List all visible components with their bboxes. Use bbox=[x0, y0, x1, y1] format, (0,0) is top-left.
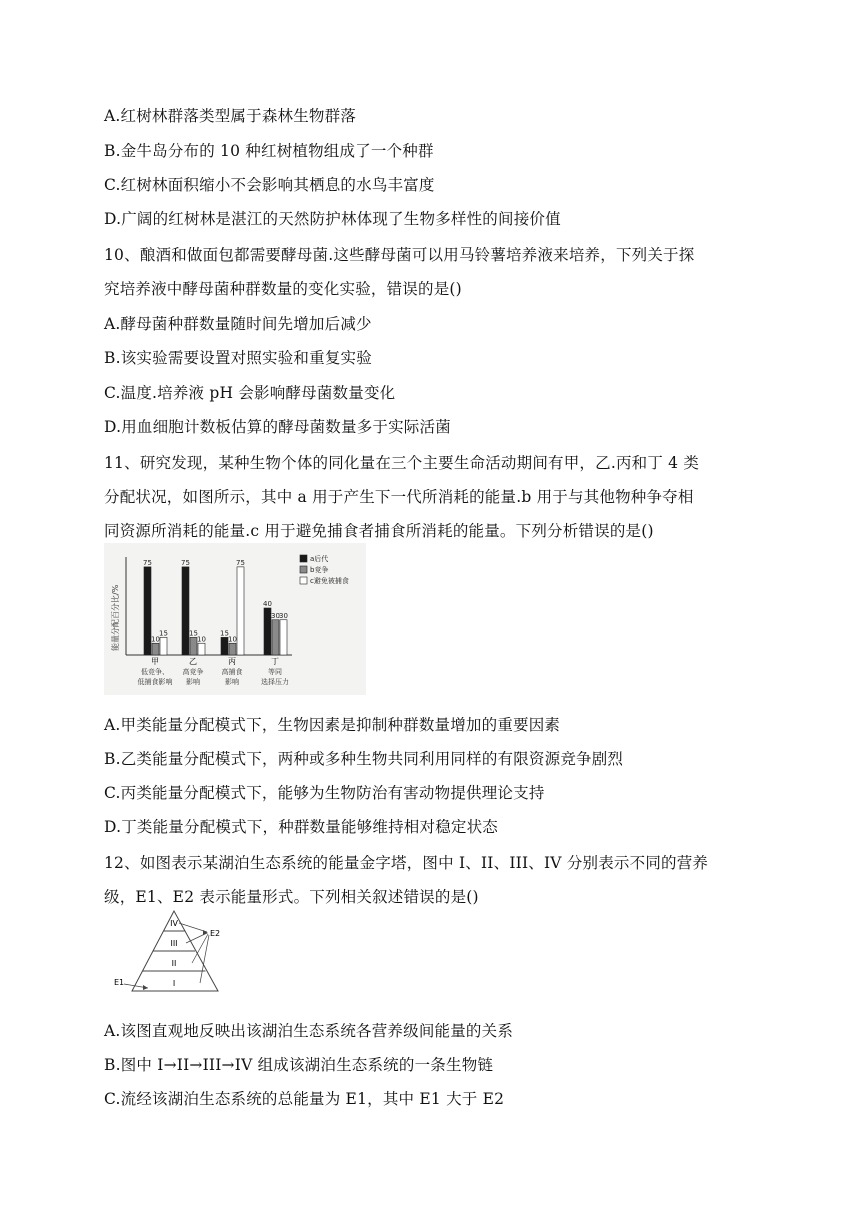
text-line: B.该实验需要设置对照实验和重复实验 bbox=[104, 349, 372, 367]
text-line: C.流经该湖泊生态系统的总能量为 E1，其中 E1 大于 E2 bbox=[104, 1090, 505, 1108]
bar bbox=[264, 608, 271, 655]
text-line: B.金牛岛分布的 10 种红树植物组成了一个种群 bbox=[104, 142, 434, 160]
bar bbox=[272, 620, 279, 655]
text-line: 10、酿酒和做面包都需要酵母菌.这些酵母菌可以用马铃薯培养液来培养，下列关于探 bbox=[104, 246, 695, 264]
data-label: 15 bbox=[189, 629, 198, 638]
data-label: 75 bbox=[236, 558, 245, 567]
legend-label: b竞争 bbox=[310, 566, 329, 574]
text-line: 12、如图表示某湖泊生态系统的能量金字塔，图中 I、II、III、IV 分别表示不同的营养 bbox=[104, 854, 709, 872]
category-label: 甲 bbox=[151, 657, 159, 666]
text-line: A.红树林群落类型属于森林生物群落 bbox=[104, 107, 357, 125]
data-label: 75 bbox=[143, 558, 152, 567]
bar bbox=[144, 567, 151, 655]
energy-allocation-bar-chart bbox=[104, 543, 366, 695]
text-line: C.丙类能量分配模式下，能够为生物防治有害动物提供理论支持 bbox=[104, 784, 545, 802]
data-label: 40 bbox=[263, 600, 272, 608]
bar bbox=[152, 643, 159, 655]
legend-label: c避免被捕食 bbox=[310, 577, 349, 585]
text-line: C.红树林面积缩小不会影响其栖息的水鸟丰富度 bbox=[104, 176, 435, 194]
category-note: 低捕食影响 bbox=[137, 678, 173, 686]
level-ii-label: II bbox=[171, 959, 177, 968]
text-line: B.乙类能量分配模式下，两种或多种生物共同利用同样的有限资源竞争剧烈 bbox=[104, 750, 624, 768]
category-note: 等同 bbox=[268, 668, 282, 676]
y-axis-label: 能量分配百分比/% bbox=[111, 584, 120, 651]
data-label: 30 bbox=[271, 611, 280, 620]
bar bbox=[229, 643, 236, 655]
text-line: 究培养液中酵母菌种群数量的变化实验，错误的是() bbox=[104, 280, 462, 298]
text-line: A.该图直观地反映出该湖泊生态系统各营养级间能量的关系 bbox=[104, 1022, 514, 1040]
legend-swatch bbox=[300, 577, 307, 584]
category-note: 影响 bbox=[186, 678, 200, 686]
e2-arrowhead bbox=[203, 930, 208, 935]
level-iii-label: III bbox=[170, 939, 178, 948]
data-label: 10 bbox=[151, 635, 160, 644]
data-label: 15 bbox=[220, 629, 229, 638]
bar bbox=[182, 567, 189, 655]
data-label: 10 bbox=[197, 635, 206, 644]
category-label: 丙 bbox=[228, 657, 236, 666]
text-line: D.广阔的红树林是湛江的天然防护林体现了生物多样性的间接价值 bbox=[104, 210, 561, 228]
e1-label: E1 bbox=[114, 978, 125, 987]
text-line: C.温度.培养液 pH 会影响酵母菌数量变化 bbox=[104, 384, 396, 402]
text-line: B.图中 I→II→III→IV 组成该湖泊生态系统的一条生物链 bbox=[104, 1056, 494, 1074]
text-line: A.甲类能量分配模式下，生物因素是抑制种群数量增加的重要因素 bbox=[104, 716, 561, 734]
bar bbox=[221, 637, 228, 655]
bar bbox=[160, 637, 167, 655]
text-line: 级，E1、E2 表示能量形式。下列相关叙述错误的是() bbox=[104, 888, 479, 906]
text-line: D.用血细胞计数板估算的酵母菌数量多于实际活菌 bbox=[104, 418, 451, 436]
legend-swatch bbox=[300, 566, 307, 573]
category-note: 影响 bbox=[225, 678, 239, 686]
category-note: 高竞争 bbox=[182, 668, 204, 676]
bar bbox=[190, 637, 197, 655]
legend-swatch bbox=[300, 555, 307, 562]
text-line: A.酵母菌种群数量随时间先增加后减少 bbox=[104, 315, 372, 333]
data-label: 75 bbox=[181, 558, 190, 567]
data-label: 15 bbox=[159, 629, 168, 638]
data-label: 10 bbox=[228, 635, 237, 644]
level-i-label: I bbox=[172, 979, 176, 988]
legend-label: a后代 bbox=[310, 555, 329, 563]
category-note: 选择压力 bbox=[261, 678, 289, 686]
category-note: 高捕食 bbox=[221, 668, 243, 676]
e2-label: E2 bbox=[210, 929, 221, 938]
category-label: 乙 bbox=[189, 657, 197, 666]
category-label: 丁 bbox=[271, 657, 279, 666]
energy-pyramid-diagram bbox=[104, 905, 228, 1003]
e2-arrow bbox=[200, 935, 209, 983]
bar bbox=[198, 643, 205, 655]
level-iv-label: IV bbox=[170, 919, 178, 928]
bar bbox=[280, 620, 287, 655]
text-line: 分配状况，如图所示，其中 a 用于产生下一代所消耗的能量.b 用于与其他物种争夺相 bbox=[104, 488, 694, 506]
text-line: 11、研究发现，某种生物个体的同化量在三个主要生命活动期间有甲，乙.丙和丁 4 类 bbox=[104, 454, 700, 472]
data-label: 30 bbox=[279, 611, 288, 620]
bar bbox=[237, 567, 244, 655]
text-line: D.丁类能量分配模式下，种群数量能够维持相对稳定状态 bbox=[104, 818, 499, 836]
text-line: 同资源所消耗的能量.c 用于避免捕食者捕食所消耗的能量。下列分析错误的是() bbox=[104, 522, 654, 540]
category-note: 低竞争、 bbox=[141, 668, 169, 676]
